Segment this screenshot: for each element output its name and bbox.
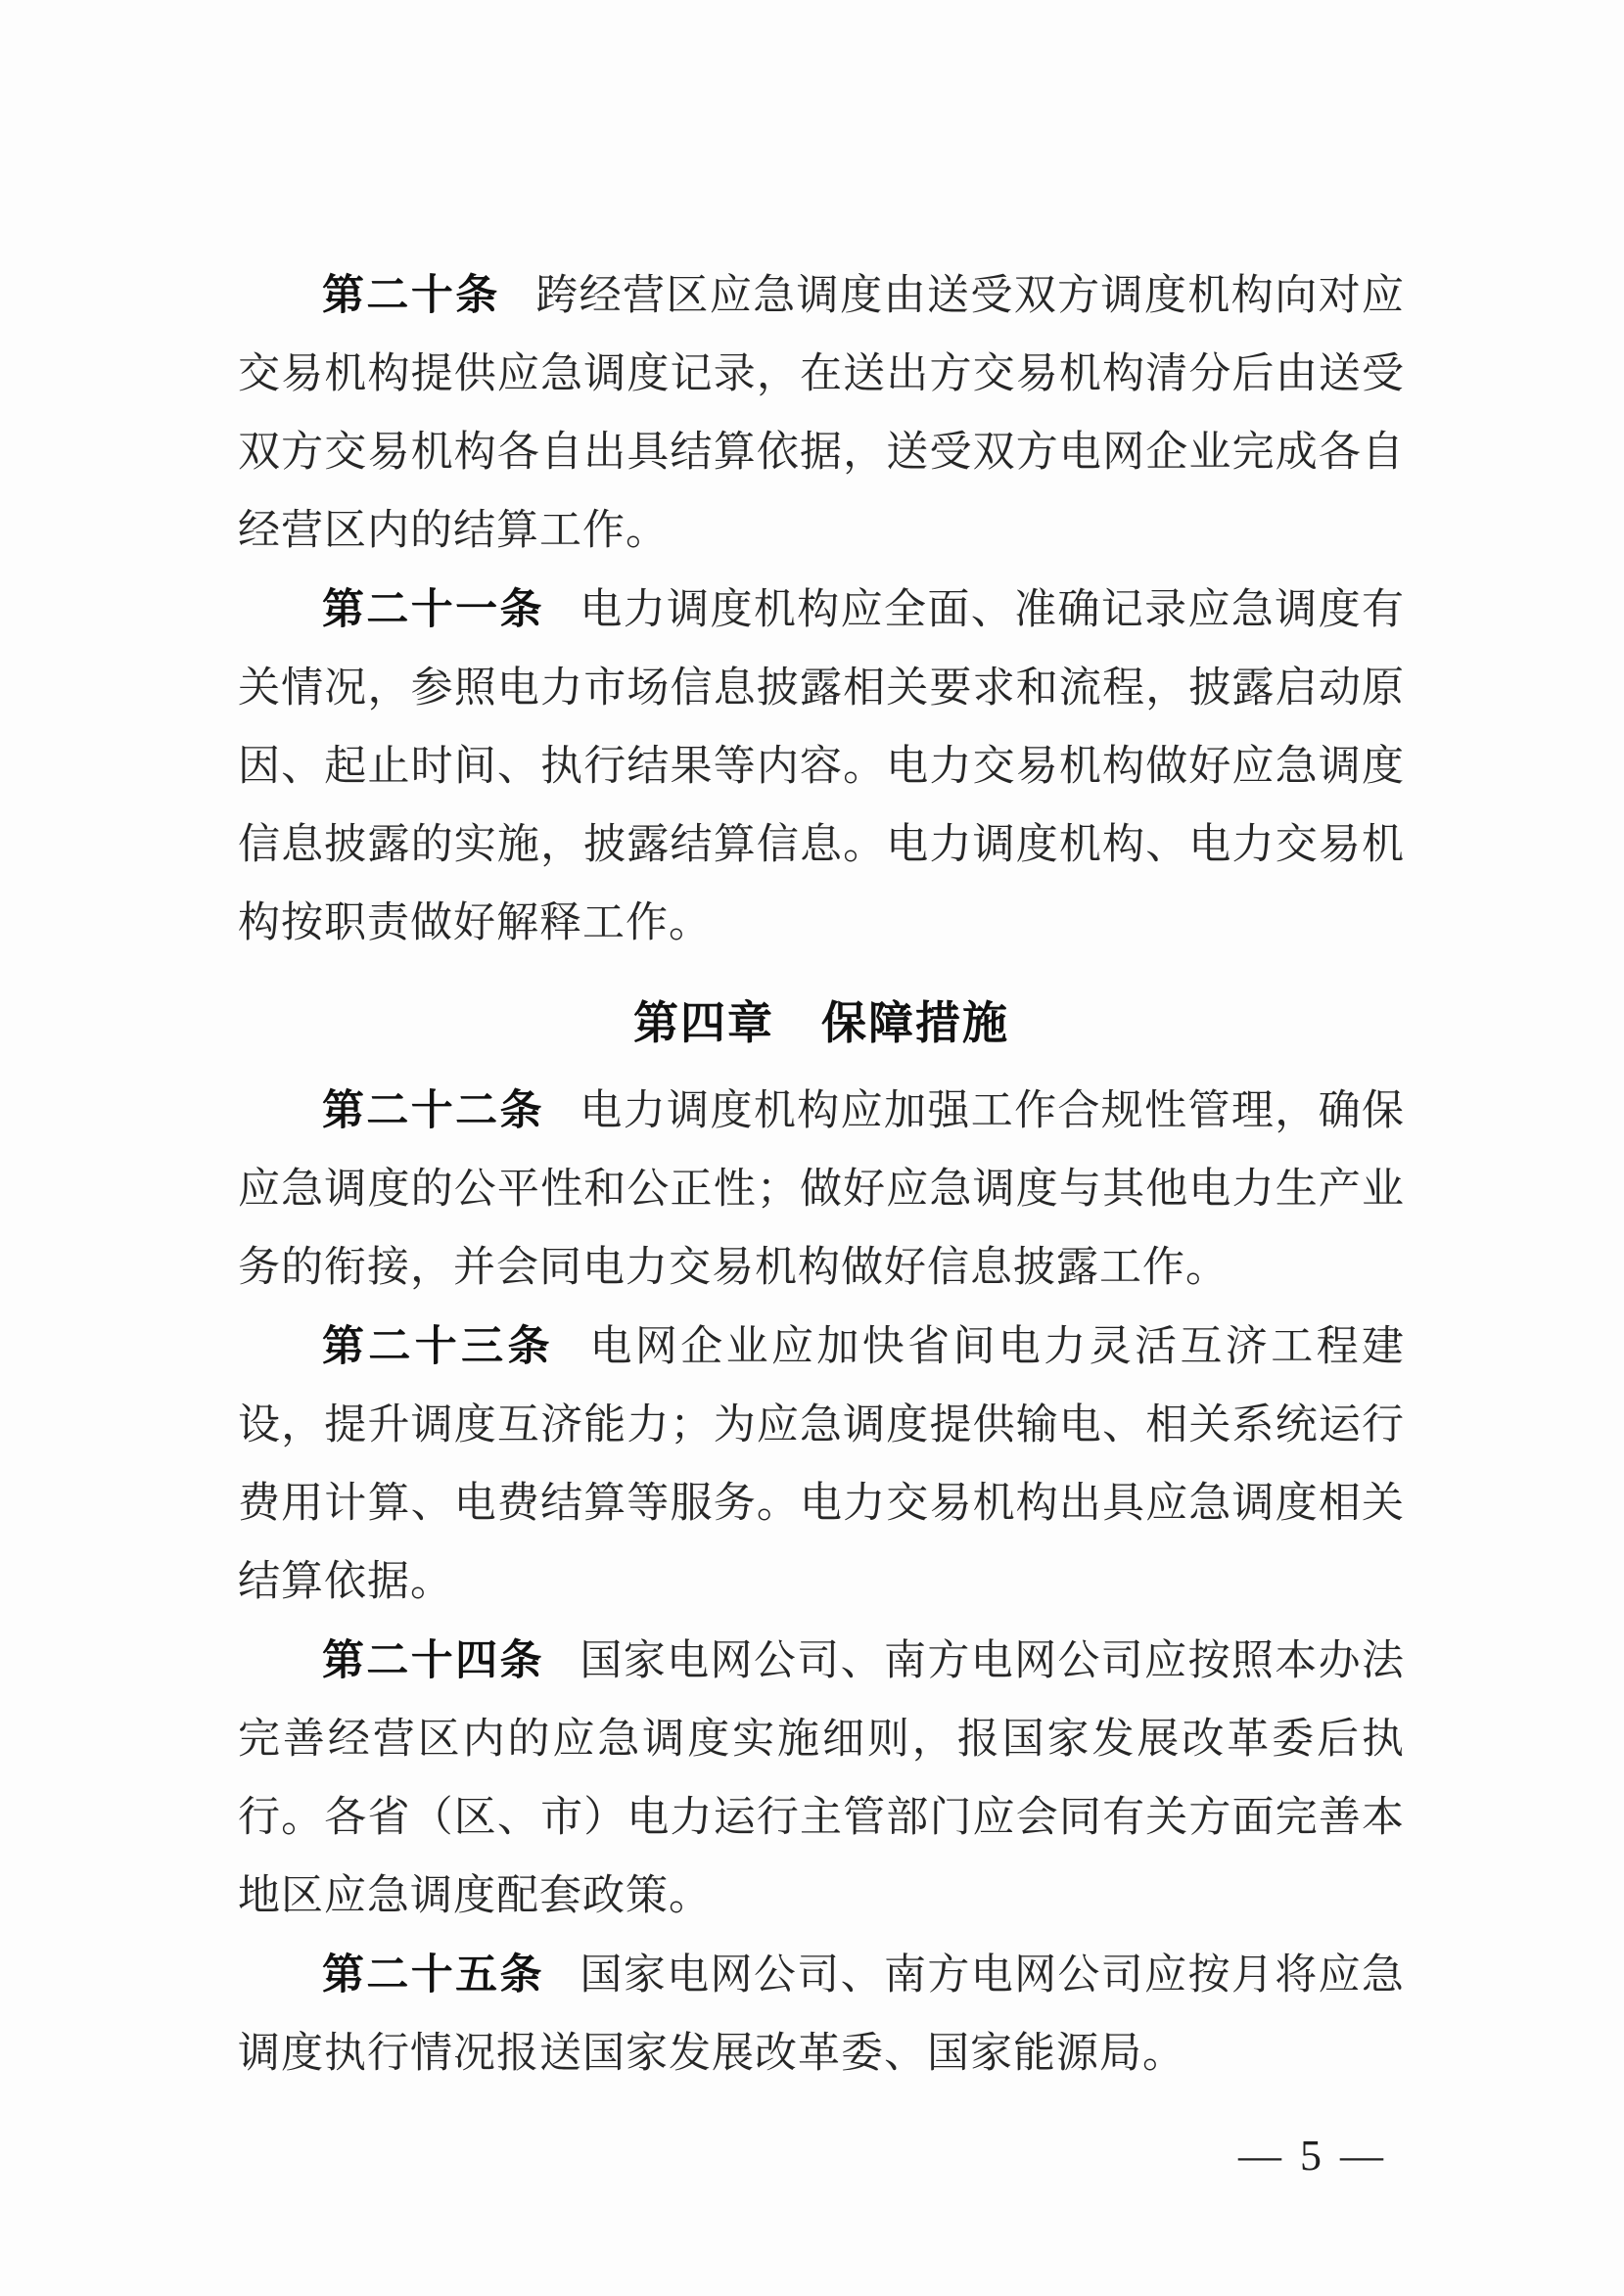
- article-24-text: 国家电网公司、南方电网公司应按照本办法完善经营区内的应急调度实施细则，报国家发展改革委后执行。各省（区、市）电力运行主管部门应会同有关方面完善本地区应急调度配套政策。: [238, 1638, 1406, 1919]
- article-23-paragraph: [238, 1308, 1405, 1622]
- article-20-paragraph: [238, 256, 1405, 571]
- article-22-paragraph: [238, 1072, 1405, 1308]
- article-20-number-label: 第二十条: [322, 272, 500, 319]
- page-number: — 5 —: [1238, 2132, 1387, 2180]
- article-24-number-label: 第二十四条: [322, 1637, 544, 1684]
- chapter-4-heading: 第四章 保障措施: [633, 997, 1009, 1048]
- article-21-number-label: 第二十一条: [322, 586, 544, 633]
- article-22-number-label: 第二十二条: [322, 1087, 544, 1134]
- article-25-text: 国家电网公司、南方电网公司应按月将应急调度执行情况报送国家发展改革委、国家能源局。: [238, 1952, 1406, 2077]
- article-23-number-label: 第二十三条: [322, 1323, 554, 1370]
- article-21-paragraph: [238, 571, 1405, 963]
- document-body: [238, 256, 1405, 2195]
- article-20-text: 跨经营区应急调度由送受双方调度机构向对应交易机构提供应急调度记录，在送出方交易机构清分后由送受双方交易机构各自出具结算依据，送受双方电网企业完成各自经营区内的结算工作。: [238, 273, 1406, 554]
- article-23-text: 电网企业应加快省间电力灵活互济工程建设，提升调度互济能力；为应急调度提供输电、相关系统运行费用计算、电费结算等服务。电力交易机构出具应急调度相关结算依据。: [238, 1324, 1406, 1605]
- article-21-text: 电力调度机构应全面、准确记录应急调度有关情况，参照电力市场信息披露相关要求和流程，披露启动原因、起止时间、执行结果等内容。电力交易机构做好应急调度信息披露的实施，披露结算信息。电力调度机构、电力交易机构按职责做好解释工作。: [238, 587, 1406, 946]
- article-25-number-label: 第二十五条: [322, 1952, 544, 1998]
- article-25-paragraph: [238, 1936, 1405, 2093]
- article-22-text: 电力调度机构应加强工作合规性管理，确保应急调度的公平性和公正性；做好应急调度与其他电力生产业务的衔接，并会同电力交易机构做好信息披露工作。: [238, 1088, 1406, 1291]
- article-24-paragraph: [238, 1622, 1405, 1936]
